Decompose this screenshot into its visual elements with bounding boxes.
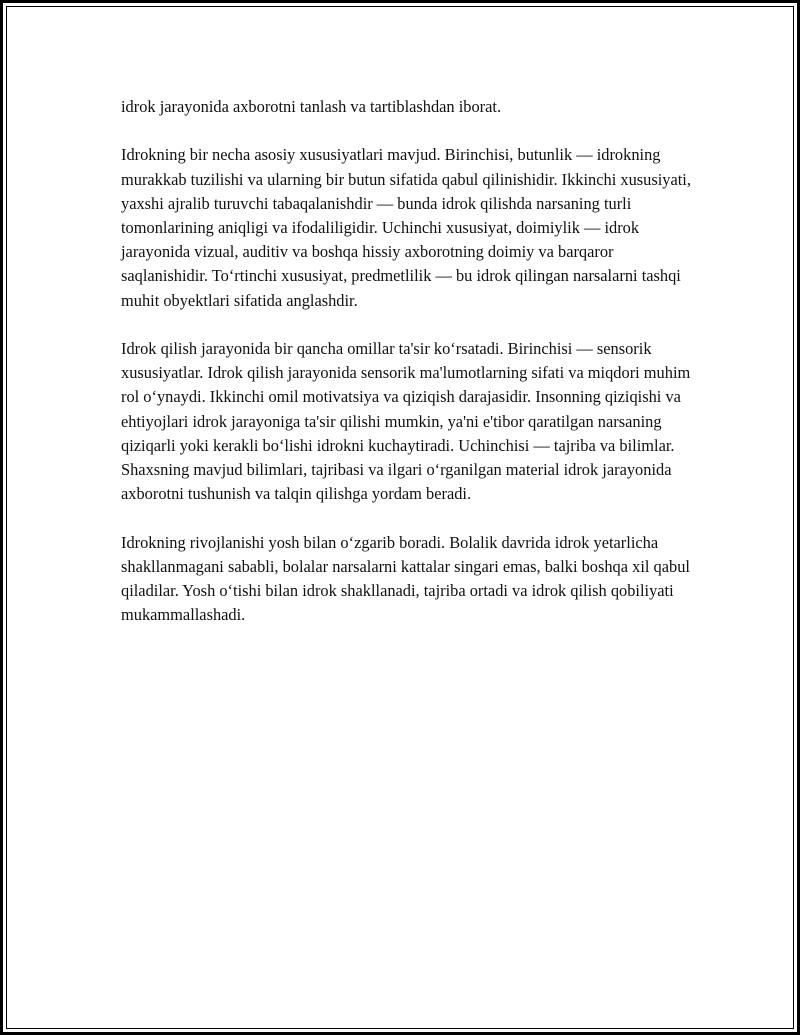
paragraph-1: idrok jarayonida axborotni tanlash va tartiblashdan iborat. — [121, 97, 502, 116]
paragraph-3: Idrok qilish jarayonida bir qancha omillar ta'sir ko‘rsatadi. Birinchisi — sensorik xususiyatlar. Idrok qilish jarayonida sensorik ma'lumotlarning sifati va miqdori muhim rol o‘ynaydi. Ikkinchi omil motivatsiya va qiziqish darajasidir. Insonning qiziqishi va ehtiyojlari idrok jarayoniga ta'sir qilishi mumkin, ya'ni e'tibor qaratilgan narsaning qiziqarli yoki kerakli bo‘lishi idrokni kuchaytiradi. Uchinchisi — tajriba va bilimlar. Shaxsning mavjud bilimlari, tajribasi va ilgari o‘rganilgan material idrok jarayonida axborotni tushunish va talqin qilishga yordam beradi. — [121, 339, 691, 504]
paragraph-4: Idrokning rivojlanishi yosh bilan o‘zgarib boradi. Bolalik davrida idrok yetarlicha shakllanmagani sababli, bolalar narsalarni kattalar singari emas, balki boshqa xil qabul qiladilar. Yosh o‘tishi bilan idrok shakllanadi, tajriba ortadi va idrok qilish qobiliyati mukammallashadi. — [121, 532, 690, 625]
document-body — [121, 95, 693, 652]
paragraph-2: Idrokning bir necha asosiy xususiyatlari mavjud. Birinchisi, butunlik — idrokning murakkab tuzilishi va ularning bir butun sifatida qabul qilinishidir. Ikkinchi xususiyati, yaxshi ajralib turuvchi tabaqalanishdir — bunda idrok qilishda narsaning turli tomonlarining aniqligi va ifodaliligidir. Uchinchi xususiyat, doimiylik — idrok jarayonida vizual, auditiv va boshqa hissiy axborotning doimiy va barqaror saqlanishidir. To‘rtinchi xususiyat, predmetlilik — bu idrok qilingan narsalarni tashqi muhit obyektlari sifatida anglashdir. — [121, 145, 691, 310]
